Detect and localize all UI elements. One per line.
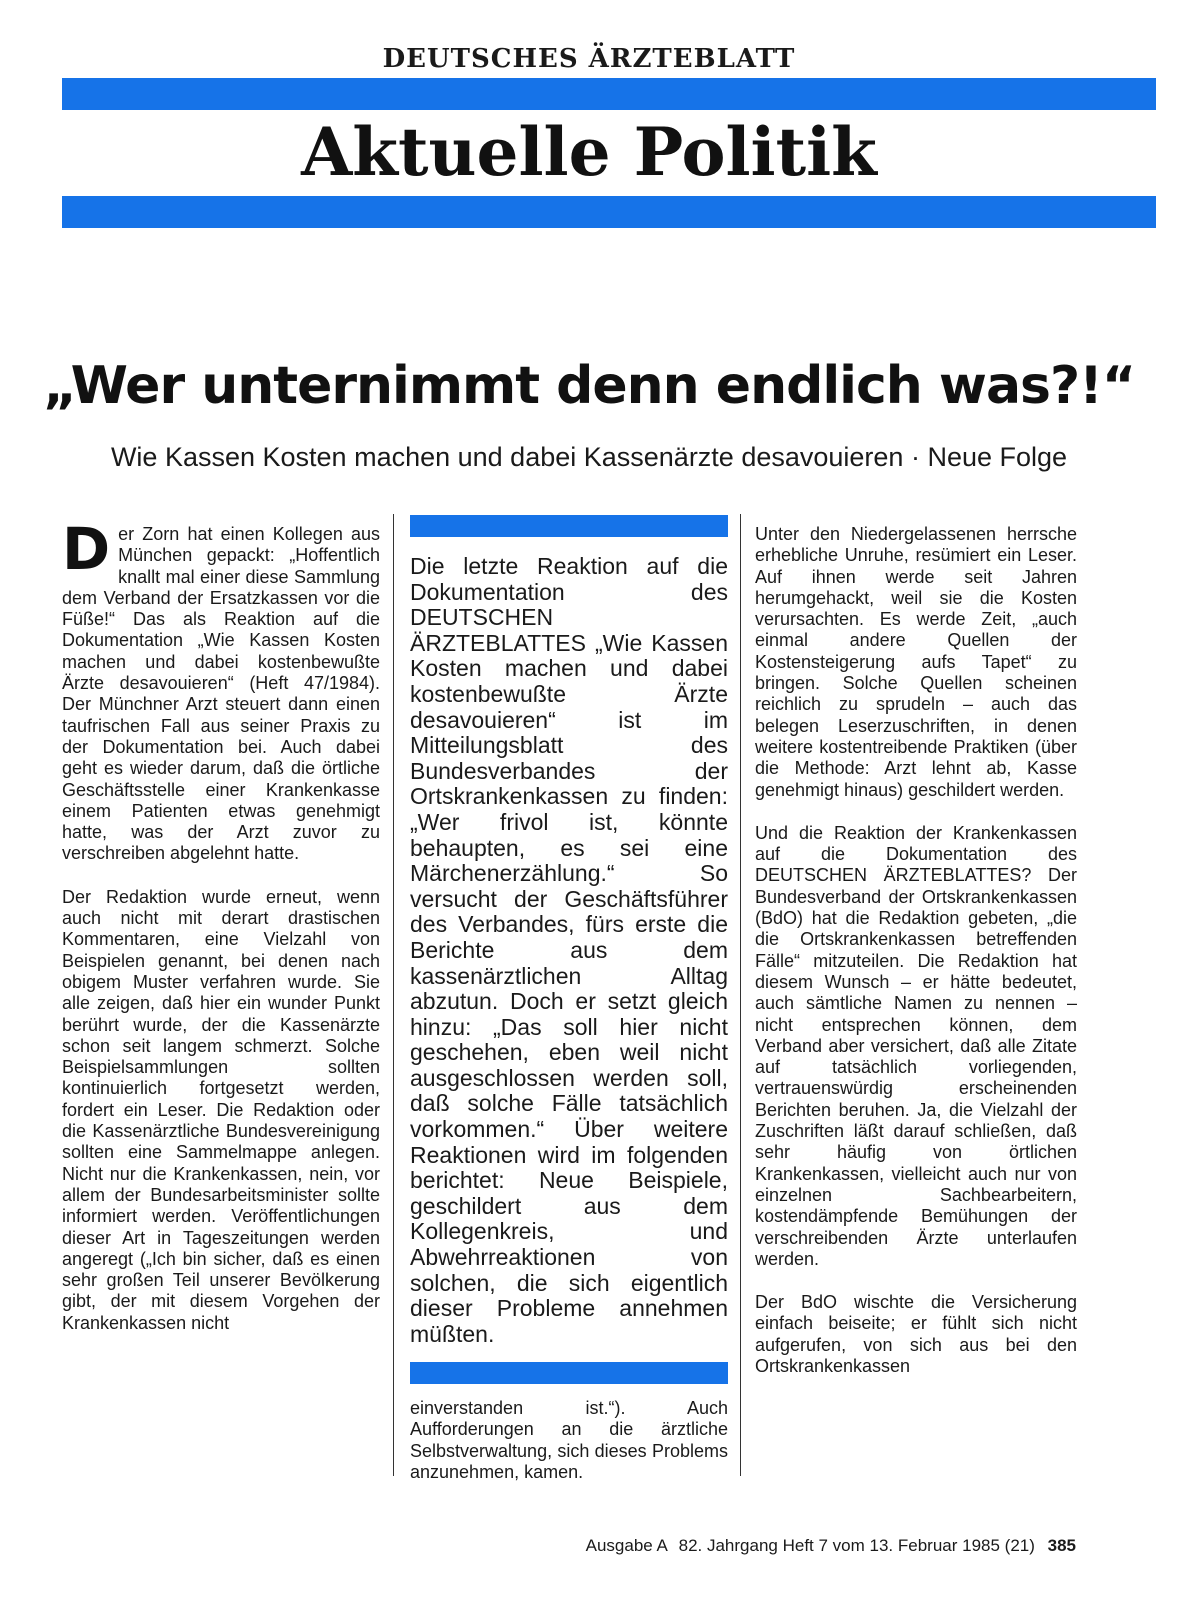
left-paragraph-1-text: er Zorn hat einen Kollegen aus München gepackt: „Hoffentlich knallt mal einer diese Sammlung dem Verband der Ersatzkassen vor die Füße!“ Das als Reaktion auf die Dokumentation „Wie Kassen Kosten machen und dabei kostenbewußte Ärzte desavouieren“ (Heft 47/1984). Der Münchner Arzt steuert dann einen taufrischen Fall aus seiner Praxis zu der Dokumentation bei. Auch dabei geht es wieder darum, daß die örtliche Geschäftsstelle einer Krankenkasse einem Patienten etwas genehmigt hatte, was der Arzt zuvor zu verschreiben abgelehnt hatte.	[62, 524, 380, 864]
article-subheadline: Wie Kassen Kosten machen und dabei Kassenärzte desavouieren · Neue Folge	[110, 442, 1068, 472]
column-rule-right	[740, 514, 741, 1476]
left-paragraph-1	[62, 515, 380, 865]
footer-issue: Ausgabe A	[585, 1536, 668, 1555]
dropcap: D	[62, 515, 111, 583]
top-blue-band	[62, 78, 1156, 110]
right-paragraph-1: Unter den Niedergelassenen herrsche erhebliche Unruhe, resümiert ein Leser. Auf ihnen werde seit Jahren herumgehackt, weil sie die Kosten verursachten. Es werde Zeit, „auch einmal andere Quellen der Kostensteigerung aufs Tapet“ zu bringen. Solche Quellen scheinen reichlich zu sprudeln – auch das belegen Leserzuschriften, in denen weitere kostentreibende Praktiken (über die Methode: Arzt lehnt ab, Kasse genehmigt hinaus) geschildert werden.	[755, 524, 1077, 800]
right-column	[755, 524, 1077, 1474]
column-rule-left	[393, 514, 394, 1476]
left-column	[62, 515, 380, 1474]
page-number: 385	[1047, 1536, 1076, 1555]
page-footer	[586, 1536, 1076, 1556]
masthead: DEUTSCHES ÄRZTEBLATT	[382, 44, 796, 74]
footer-volume: 82. Jahrgang Heft 7 vom 13. Februar 1985 (21)	[678, 1536, 1035, 1555]
box-top-bar	[410, 515, 728, 537]
bottom-blue-band	[62, 196, 1156, 228]
article-headline: „Wer unternimmt denn endlich was?!“	[42, 356, 1136, 416]
middle-column-continuation: einverstanden ist.“). Auch Aufforderungen an die ärztliche Selbstverwaltung, sich dieses Problems anzunehmen, kamen.	[410, 1398, 728, 1482]
section-title: Aktuelle Politik	[301, 113, 877, 191]
left-paragraph-2: Der Redaktion wurde erneut, wenn auch nicht mit derart drastischen Kommentaren, eine Vielzahl von Beispielen genannt, bei denen nach obigem Muster verfahren wurde. Sie alle zeigen, daß hier ein wunder Punkt berührt wurde, der die Kassenärzte schon seit langem schmerzt. Solche Beispielsammlungen sollten kontinuierlich fortgesetzt werden, fordert ein Leser. Die Redaktion oder die Kassenärztliche Bundesvereinigung sollten eine Sammelmappe anlegen. Nicht nur die Krankenkassen, nein, vor allem der Bundesarbeitsminister sollte informiert werden. Veröffentlichungen dieser Art in Tageszeitungen werden angeregt („Ich bin sicher, daß es einen sehr großen Teil unserer Bevölkerung gibt, der mit diesem Vorgehen der Krankenkassen nicht	[62, 886, 380, 1333]
right-paragraph-2: Und die Reaktion der Krankenkassen auf die Dokumentation des DEUTSCHEN ÄRZTEBLATTES? Der Bundesverband der Ortskrankenkassen (BdO) hat die Redaktion gebeten, „die die Ortskrankenkassen betreffenden Fälle“ mitzuteilen. Die Redaktion hat diesem Wunsch – er hätte bedeutet, auch sämtliche Namen zu nennen – nicht entsprechen können, dem Verband aber versichert, daß alle Zitate auf tatsächlich vorliegenden, vertrauenswürdig erscheinenden Berichten beruhen. Ja, die Vielzahl der Zuschriften läßt darauf schließen, daß sehr häufig von örtlichen Krankenkassen, vielleicht auch nur von einzelnen Sachbearbeitern, kostendämpfende Bemühungen der verschreibenden Ärzte unterlaufen werden.	[755, 822, 1077, 1269]
highlight-box-text: Die letzte Reaktion auf die Dokumentation des DEUTSCHEN ÄRZTEBLATTES „Wie Kassen Kosten machen und dabei kostenbewußte Ärzte desavouieren“ ist im Mitteilungsblatt des Bundesverbandes der Ortskrankenkassen zu finden: „Wer frivol ist, könnte behaupten, es sei eine Märchenerzählung.“ So versucht der Geschäftsführer des Verbandes, fürs erste die Berichte aus dem kassenärztlichen Alltag abzutun. Doch er setzt gleich hinzu: „Das soll hier nicht geschehen, eben weil nicht ausgeschlossen werden soll, daß solche Fälle tatsächlich vorkommen.“ Über weitere Reaktionen wird im folgenden berichtet: Neue Beispiele, geschildert aus dem Kollegenkreis, und Abwehrreaktionen von solchen, die sich eigentlich dieser Probleme annehmen müßten.	[410, 553, 728, 1347]
box-bottom-bar	[410, 1362, 728, 1384]
right-paragraph-3: Der BdO wischte die Versicherung einfach beiseite; er fühlt sich nicht aufgerufen, von sich aus bei den Ortskrankenkassen	[755, 1292, 1077, 1376]
